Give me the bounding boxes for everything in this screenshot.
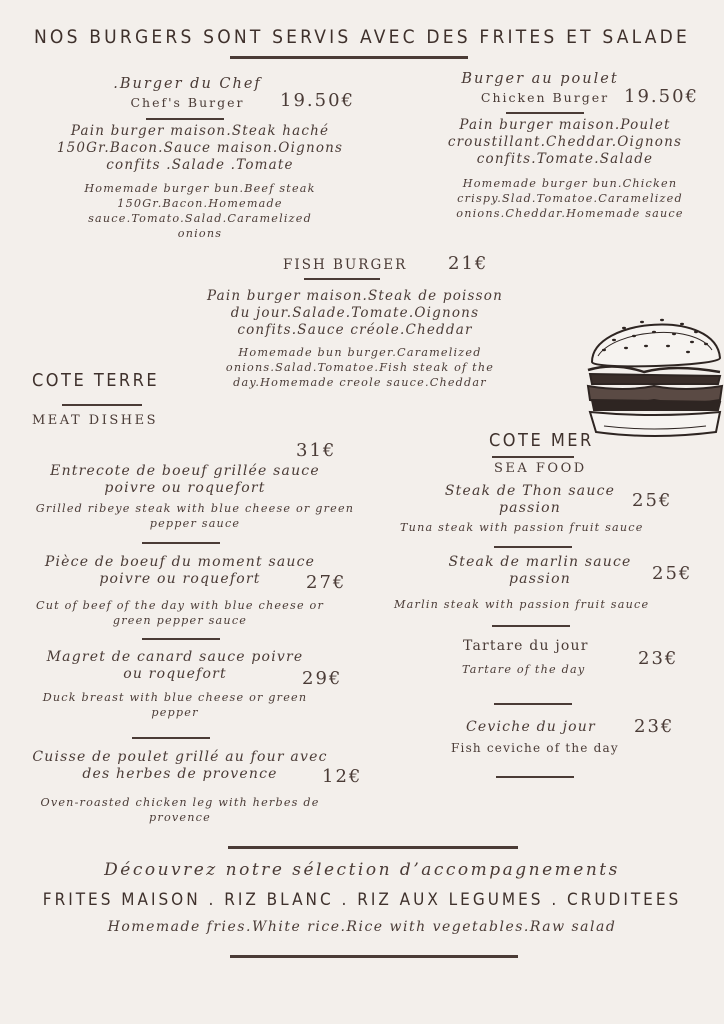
- sides-top-divider: [228, 846, 518, 849]
- terre-item-divider: [132, 737, 210, 739]
- mer-item-divider: [492, 625, 570, 627]
- chicken-burger-sub: Chicken Burger: [480, 90, 610, 105]
- mer-item-divider: [494, 546, 572, 548]
- chef-burger-desc-en: Homemade burger bun.Beef steak 150Gr.Bacon.Homemade sauce.Tomato.Salad.Caramelized onions: [84, 182, 316, 240]
- page-title: NOS BURGERS SONT SERVIS AVEC DES FRITES ET SALADE: [33, 26, 691, 48]
- mer-item-price: 23€: [638, 648, 679, 669]
- chef-burger-name: .Burger du Chef: [113, 76, 262, 92]
- terre-item-desc: Grilled ribeye steak with blue cheese or green pepper sauce: [35, 502, 355, 530]
- terre-item-name: Cuisse de poulet grillé au four avec des herbes de provence: [32, 749, 328, 782]
- terre-item-divider: [142, 542, 220, 544]
- chef-burger-desc-fr: Pain burger maison.Steak haché 150Gr.Bacon.Sauce maison.Oignons confits .Salade .Tomate: [56, 123, 344, 173]
- terre-item-desc: Cut of beef of the day with blue cheese or green pepper sauce: [35, 599, 324, 627]
- sides-bottom-divider: [230, 955, 518, 958]
- terre-item-desc: Oven-roasted chicken leg with herbes de provence: [40, 796, 320, 824]
- chef-burger-price: 19.50€: [280, 90, 355, 111]
- mer-item-name: Ceviche du jour: [466, 719, 596, 735]
- mer-item-name: Steak de marlin sauce passion: [448, 554, 632, 587]
- mer-item-desc: Tuna steak with passion fruit sauce: [400, 521, 644, 534]
- title-divider: [230, 56, 468, 59]
- mer-item-name: Tartare du jour: [463, 638, 589, 654]
- mer-item-divider: [496, 776, 574, 778]
- terre-item-price: 12€: [322, 766, 363, 787]
- terre-item-name: Magret de canard sauce poivre ou roquefort: [46, 649, 304, 682]
- terre-item-divider: [142, 638, 220, 640]
- chicken-burger-desc-en: Homemade burger bun.Chicken crispy.Slad.Tomatoe.Caramelized onions.Cheddar.Homemade sauce: [456, 177, 684, 220]
- terre-item-name: Entrecote de boeuf grillée sauce poivre ou roquefort: [50, 463, 320, 496]
- fish-burger-divider: [304, 278, 380, 280]
- chef-burger-sub: Chef's Burger: [130, 95, 245, 110]
- mer-title-divider: [492, 456, 574, 458]
- terre-item-price: 27€: [306, 572, 347, 593]
- fish-burger-desc-fr: Pain burger maison.Steak de poisson du jour.Salade.Tomate.Oignons confits.Sauce créole.Cheddar: [206, 288, 504, 338]
- mer-item-desc: Fish ceviche of the day: [451, 741, 619, 755]
- sides-list: FRITES MAISON . RIZ BLANC . RIZ AUX LEGUMES . CRUDITEES: [42, 890, 682, 910]
- chicken-burger-name: Burger au poulet: [461, 71, 619, 87]
- mer-item-divider: [494, 703, 572, 705]
- chef-burger-divider: [146, 118, 224, 120]
- sides-list-en: Homemade fries.White rice.Rice with vegetables.Raw salad: [107, 919, 617, 935]
- chicken-burger-desc-fr: Pain burger maison.Poulet croustillant.Cheddar.Oignons confits.Tomate.Salade: [447, 117, 683, 167]
- mer-item-price: 23€: [634, 716, 675, 737]
- mer-section-subtitle: SEA FOOD: [494, 461, 587, 476]
- mer-item-price: 25€: [652, 563, 693, 584]
- fish-burger-desc-en: Homemade bun burger.Caramelized onions.Salad.Tomatoe.Fish steak of the day.Homemade creole sauce.Cheddar: [225, 346, 495, 389]
- mer-item-desc: Marlin steak with passion fruit sauce: [394, 598, 650, 611]
- terre-item-price: 29€: [302, 668, 343, 689]
- terre-item-price: 31€: [296, 440, 337, 461]
- mer-item-name: Steak de Thon sauce passion: [444, 483, 616, 516]
- fish-burger-price: 21€: [448, 253, 489, 274]
- chicken-burger-price: 19.50€: [624, 86, 699, 107]
- mer-item-price: 25€: [632, 490, 673, 511]
- mer-section-title: COTE MER: [489, 430, 594, 451]
- sides-title: Découvrez notre sélection d’accompagnements: [104, 860, 620, 880]
- mer-item-desc: Tartare of the day: [462, 663, 586, 676]
- fish-burger-name: FISH BURGER: [283, 257, 408, 273]
- terre-item-name: Pièce de boeuf du moment sauce poivre ou roquefort: [44, 554, 316, 587]
- terre-title-divider: [62, 404, 142, 406]
- chicken-burger-divider: [506, 112, 584, 114]
- terre-section-subtitle: MEAT DISHES: [32, 413, 158, 428]
- terre-section-title: COTE TERRE: [32, 370, 160, 391]
- burger-illustration-icon: [584, 300, 724, 445]
- terre-item-desc: Duck breast with blue cheese or green pepper: [42, 691, 308, 719]
